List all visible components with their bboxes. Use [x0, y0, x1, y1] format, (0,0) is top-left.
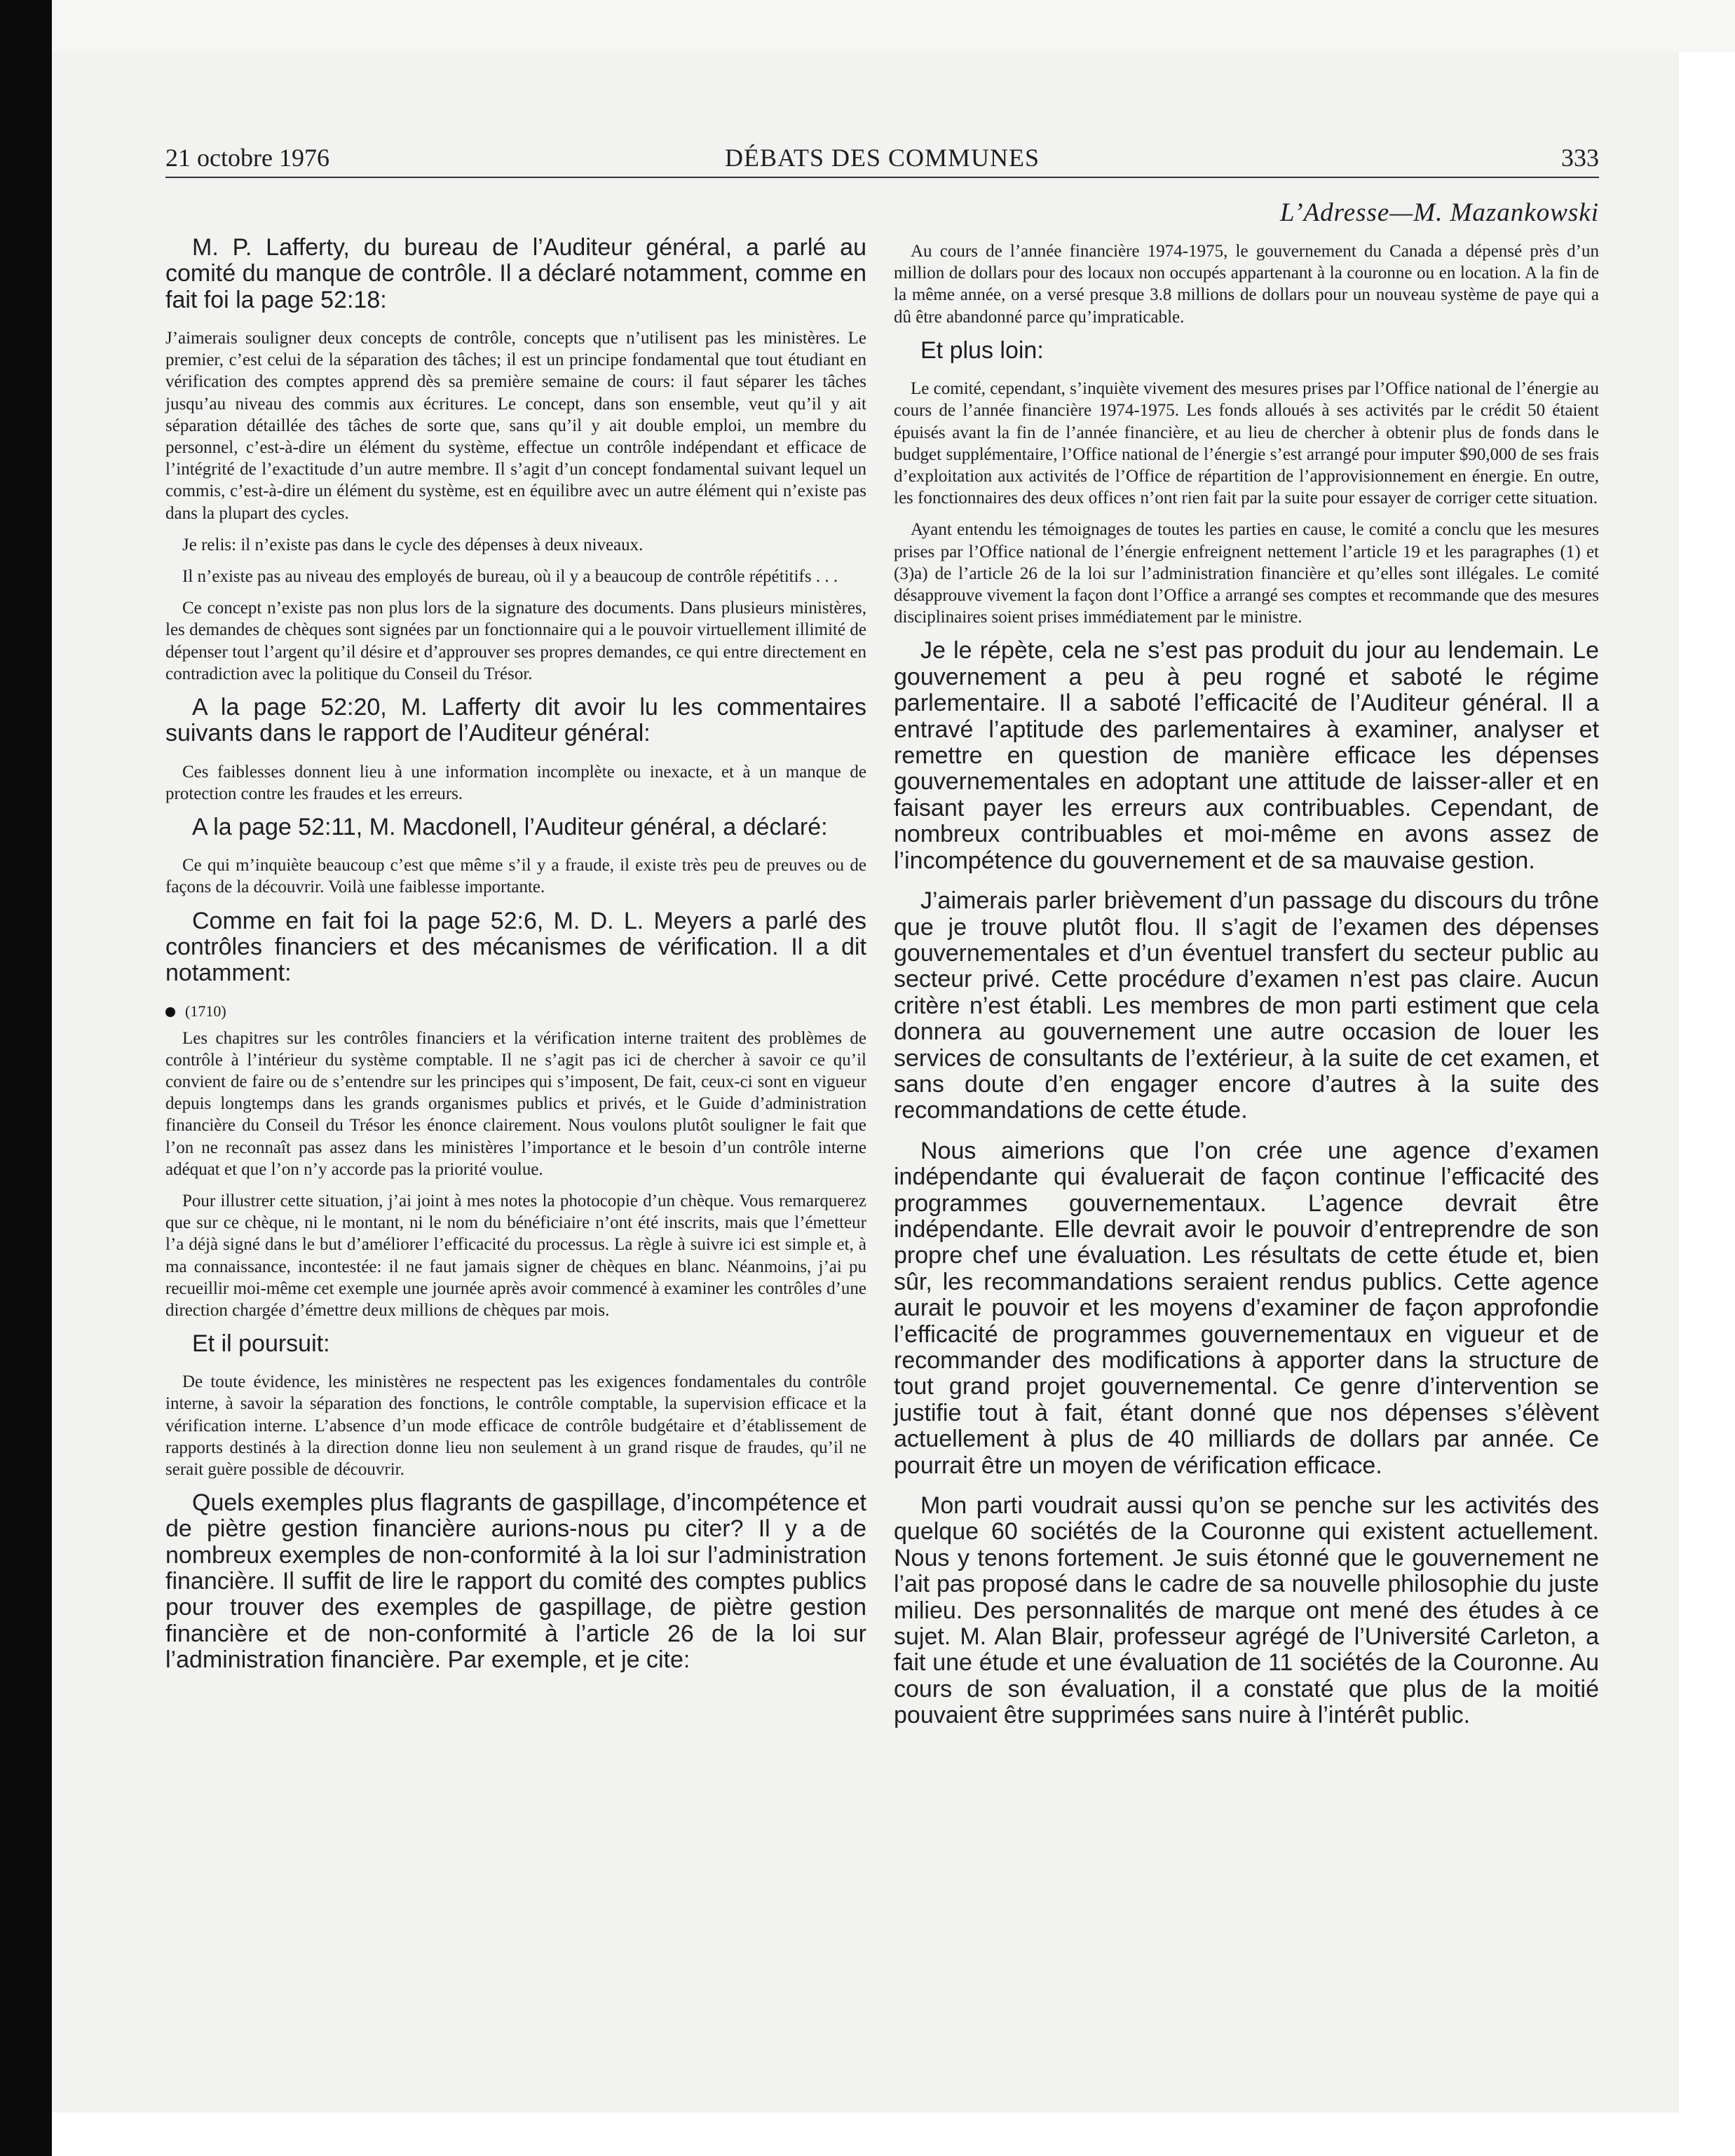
quoted-passage: Pour illustrer cette situation, j’ai joint à mes notes la photocopie d’un chèque. Vous remarquerez que sur ce chèque, ni le montant, ni le nom du bénéficiaire n’ont été inscrits, mais que l’émetteur l’a déjà signé dans le but d’améliorer l’efficacité du processus. La règle à suivre ici est simple et, à ma connaissance, incontestée: il ne faut jamais signer de chèques en blanc. Néanmoins, j’ai pu recueillir moi-même cet exemple une journée après avoir commencé à examiner les contrôles d’une direction chargée d’émettre deux millions de chèques par mois.: [165, 1191, 866, 1320]
quoted-passage: Je relis: il n’existe pas dans le cycle des dépenses à deux niveaux.: [182, 535, 644, 554]
quoted-passage: Ce concept n’existe pas non plus lors de la signature des documents. Dans plusieurs ministères, les demandes de chèques sont signées par un fonctionnaire qui a le pouvoir virtuellement illimité de dépenser tout l’argent qu’il désire et d’approuver ses propres demandes, ce qui entre directement en contradiction avec la politique du Conseil du Trésor.: [165, 599, 866, 683]
speech-paragraph: Nous aimerions que l’on crée une agence d’examen indépendante qui évaluerait de façon continue l’efficacité des programmes gouvernementaux. L’agence devrait être indépendante. Elle devrait avoir le pouvoir d’entreprendre de son propre chef une évaluation. Les résultats de cette étude et, bien sûr, les recommandations seraient rendus publics. Cette agence aurait le pouvoir et les moyens d’examiner de façon approfondie l’efficacité de programmes gouvernementaux en vigueur et de recommander des modifications à apporter dans la structure de tout grand projet gouvernemental. Ce genre d’intervention se justifie tout à fait, étant donné que nos dépenses s’élèvent actuellement à plus de 40 milliards de dollars par année. Ce pourrait être un moyen de vérification efficace.: [894, 1137, 1599, 1479]
speech-paragraph: Et il poursuit:: [192, 1330, 330, 1358]
right-column: [894, 240, 1599, 1743]
quoted-passage: Les chapitres sur les contrôles financiers et la vérification interne traitent des problèmes de contrôle à l’intérieur du système comptable. Il ne s’agit pas ici de chercher à savoir ce qu’il convient de faire ou de s’entendre sur les principes qui s’imposent, De fait, ceux-ci sont en vigueur depuis longtemps dans les grands organismes publics et privés, et le Guide d’administration financière du Conseil du Trésor les énonce clairement. Nous voulons plutôt souligner le fait que l’on ne reconnaît pas assez dans les ministères l’importance et le besoin d’un contrôle interne adéquat et que l’on n’y accorde pas la priorité voulue.: [165, 1028, 866, 1179]
speech-paragraph: Je le répète, cela ne s’est pas produit du jour au lendemain. Le gouvernement a peu à peu rogné et saboté le régime parlementaire. Il a saboté l’efficacité de l’Auditeur général. Il a entravé l’aptitude des parlementaires à examiner, analyser et remettre en question de manière efficace les dépenses gouvernementales en adoptant une attitude de laisser-aller et en faisant payer les erreurs aux contribuables. Cependant, de nombreux contribuables et moi-même en avons assez de l’incompétence du gouvernement et de sa mauvaise gestion.: [894, 637, 1599, 874]
quoted-passage: Le comité, cependant, s’inquiète vivement des mesures prises par l’Office national de l’énergie au cours de l’année financière 1974-1975. Les fonds alloués à ses activités par le crédit 50 étaient épuisés avant la fin de l’année financière, et au lieu de chercher à obtenir plus de fonds dans le budget supplémentaire, l’Office national de l’énergie s’est arrangé pour imputer $90,000 de ses frais d’exploitation aux activités de l’Office de répartition de l’approvisionnement en énergie. En outre, les fonctionnaires des deux offices n’ont rien fait par la suite pour essayer de corriger cette situation.: [894, 379, 1599, 508]
quoted-passage: Ce qui m’inquiète beaucoup c’est que même s’il y a fraude, il existe très peu de preuves ou de façons de la découvrir. Voilà une faiblesse importante.: [165, 856, 866, 897]
speech-paragraph: A la page 52:20, M. Lafferty dit avoir lu les commentaires suivants dans le rapport de l’Auditeur général:: [165, 693, 866, 747]
time-marker: [165, 1001, 866, 1022]
scan-top-margin: [52, 0, 1735, 52]
speech-paragraph: Comme en fait foi la page 52:6, M. D. L. Meyers a parlé des contrôles financiers et des mécanismes de vérification. Il a dit notamment:: [165, 907, 866, 987]
quoted-passage: J’aimerais souligner deux concepts de contrôle, concepts que n’utilisent pas les ministères. Le premier, c’est celui de la séparation des tâches; il est un principe fondamental que tout étudiant en vérification des comptes apprend dès sa première semaine de cours: il faut séparer les tâches jusqu’au niveau des commis aux écritures. Le concept, dans son ensemble, veut qu’il y ait séparation détaillée des tâches de sorte que, sans qu’il y ait double emploi, un membre du personnel, c’est-à-dire un élément du système, effectue un contrôle indépendant et efficace de l’intégrité de l’exactitude d’un autre membre. Il s’agit d’un concept fondamental suivant lequel un commis, c’est-à-dire un élément du système, est en équilibre avec un autre élément qui n’existe pas dans la plupart des cycles.: [165, 328, 866, 523]
time-marker-label: (1710): [185, 1002, 226, 1020]
header-date: 21 octobre 1976: [165, 144, 329, 172]
quoted-passage: Ces faiblesses donnent lieu à une information incomplète ou inexacte, et à un manque de protection contre les fraudes et les erreurs.: [165, 762, 866, 803]
speech-paragraph: Quels exemples plus flagrants de gaspillage, d’incompétence et de piètre gestion financière aurions-nous pu citer? Il y a de nombreux exemples de non-conformité à la loi sur l’administration financière. Il suffit de lire le rapport du comité des comptes publics pour trouver des exemples de gaspillage, de piètre gestion financière et de non-conformité à l’article 26 de la loi sur l’administration financière. Par exemple, et je cite:: [165, 1489, 866, 1673]
header-title: DÉBATS DES COMMUNES: [724, 144, 1040, 172]
speech-paragraph: Et plus loin:: [920, 336, 1044, 364]
quoted-passage: Ayant entendu les témoignages de toutes les parties en cause, le comité a conclu que les mesures prises par l’Office national de l’énergie enfreignent nettement l’article 19 et les paragraphes (1) et (3)a) de l’article 26 de la loi sur l’administration financière et qu’elles sont illégales. Le comité désapprouve vivement la façon dont l’Office a arrangé ses comptes et recommande que des mesures disciplinaires soient prises immédiatement par le ministre.: [894, 520, 1599, 627]
speech-paragraph: Mon parti voudrait aussi qu’on se penche sur les activités des quelque 60 sociétés de la Couronne qui existent actuellement. Nous y tenons fortement. Je suis étonné que le gouvernement ne l’ait pas proposé dans le cadre de sa nouvelle philosophie du juste milieu. Des personnalités de marque ont mené des études à ce sujet. M. Alan Blair, professeur agrégé de l’Université Carleton, a fait une étude et une évaluation de 11 sociétés de la Couronne. Au cours de son évaluation, il a constaté que plus de la moitié pouvaient être supprimées sans nuire à l’intérêt public.: [894, 1492, 1599, 1729]
left-column: [165, 235, 866, 1687]
page-header: [165, 143, 1599, 178]
bullet-dot-icon: [165, 1007, 175, 1017]
header-page-number: 333: [1561, 144, 1599, 172]
quoted-passage: De toute évidence, les ministères ne respectent pas les exigences fondamentales du contrôle interne, à savoir la séparation des fonctions, le contrôle comptable, la supervision efficace et la vérification interne. L’absence d’un mode efficace de contrôle budgétaire et d’établissement de rapports destinés à la direction donne lieu non seulement à un grand risque de fraudes, qu’il ne serait guère possible de découvrir.: [165, 1372, 866, 1479]
quoted-passage: Au cours de l’année financière 1974-1975, le gouvernement du Canada a dépensé près d’un million de dollars pour des locaux non occupés appartenant à la couronne ou en location. A la fin de la même année, on a versé presque 3.8 millions de dollars pour un nouveau système de paye qui a dû être abandonné parce qu’impraticable.: [894, 242, 1599, 327]
speech-paragraph: A la page 52:11, M. Macdonell, l’Auditeur général, a déclaré:: [192, 813, 828, 840]
quoted-passage: Il n’existe pas au niveau des employés de bureau, où il y a beaucoup de contrôle répétitifs . . .: [182, 566, 838, 586]
speech-paragraph: J’aimerais parler brièvement d’un passage du discours du trône que je trouve plutôt flou. Il s’agit de l’examen des dépenses gouvernementales et d’un éventuel transfert du secteur public au secteur privé. Cette procédure d’examen n’est pas claire. Aucun critère n’est établi. Les membres de mon parti estiment que cela donnera au gouvernement une autre occasion de louer les services de consultants de l’extérieur, à la suite de cet examen, et sans doute d’en engager encore d’autres à la suite des recommandations de cette étude.: [894, 887, 1599, 1124]
speech-paragraph: M. P. Lafferty, du bureau de l’Auditeur général, a parlé au comité du manque de contrôle. Il a déclaré notamment, comme en fait foi la page 52:18:: [165, 234, 866, 313]
running-head: L’Adresse—M. Mazankowski: [1280, 198, 1599, 227]
scan-dark-edge: [0, 0, 52, 2156]
